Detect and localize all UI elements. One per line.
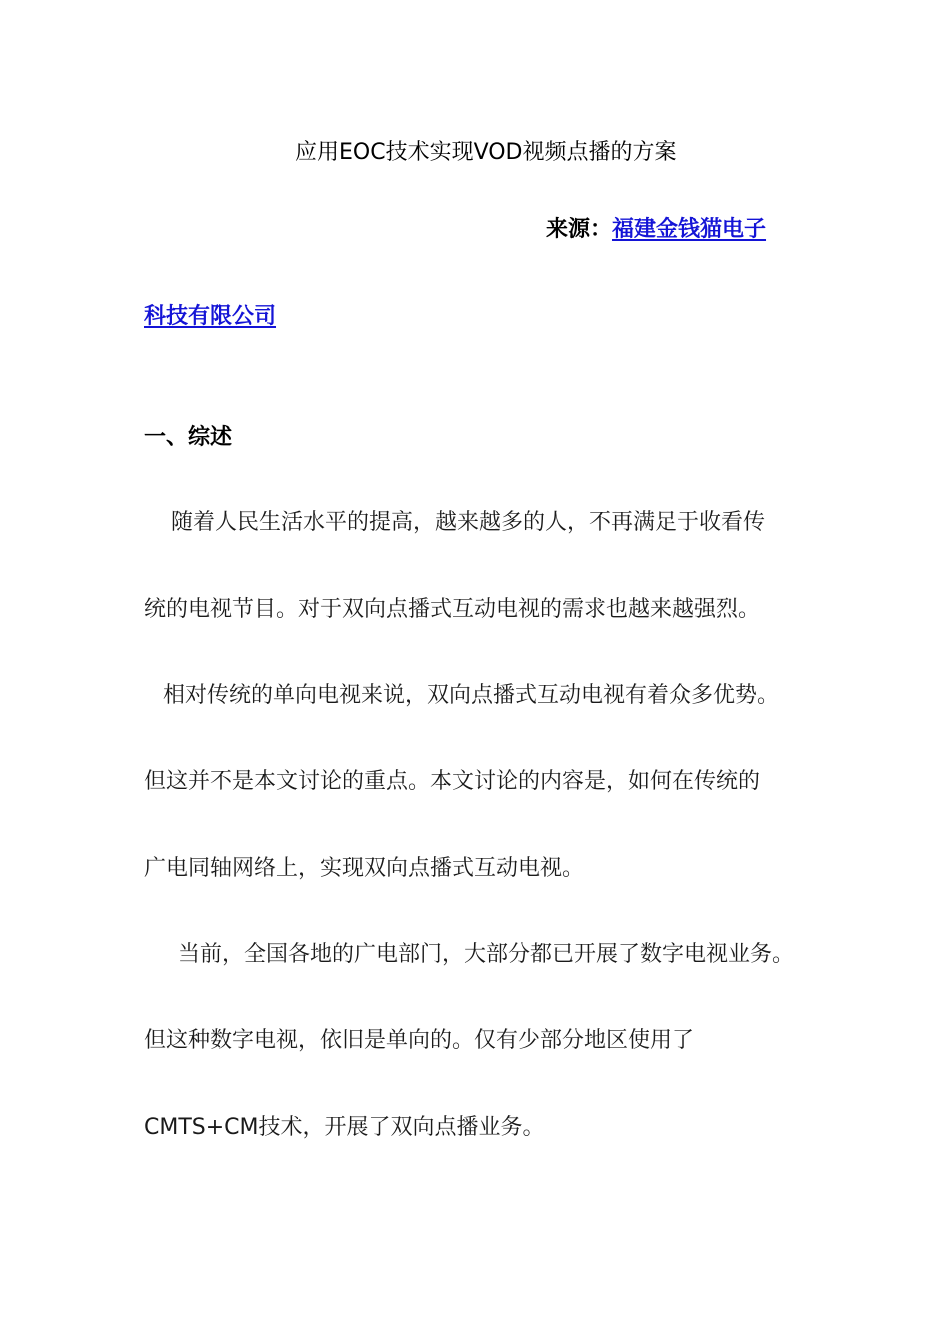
- paragraph-line: 统的电视节目。对于双向点播式互动电视的需求也越来越强烈。: [144, 597, 761, 622]
- paragraph-line: 当前，全国各地的广电部门，大部分都已开展了数字电视业务。: [178, 942, 795, 967]
- paragraph-line: 但这种数字电视，依旧是单向的。仅有少部分地区使用了: [144, 1028, 695, 1053]
- paragraph-line: CMTS+CM技术，开展了双向点播业务。: [144, 1115, 545, 1140]
- source-link-continued[interactable]: 科技有限公司: [144, 304, 277, 329]
- paragraph-line: 相对传统的单向电视来说，双向点播式互动电视有着众多优势。: [163, 683, 780, 708]
- document-title: 应用EOC技术实现VOD视频点播的方案: [295, 140, 677, 165]
- paragraph-line: 但这并不是本文讨论的重点。本文讨论的内容是，如何在传统的: [144, 769, 761, 794]
- source-label: 来源：: [546, 217, 613, 242]
- paragraph-line: 广电同轴网络上，实现双向点播式互动电视。: [144, 856, 585, 881]
- section-heading: 一、综述: [144, 425, 233, 450]
- paragraph-line: 随着人民生活水平的提高，越来越多的人，不再满足于收看传: [171, 510, 766, 535]
- source-link[interactable]: 福建金钱猫电子: [612, 217, 767, 242]
- source-line-continued: [144, 302, 276, 332]
- source-line: [546, 215, 766, 245]
